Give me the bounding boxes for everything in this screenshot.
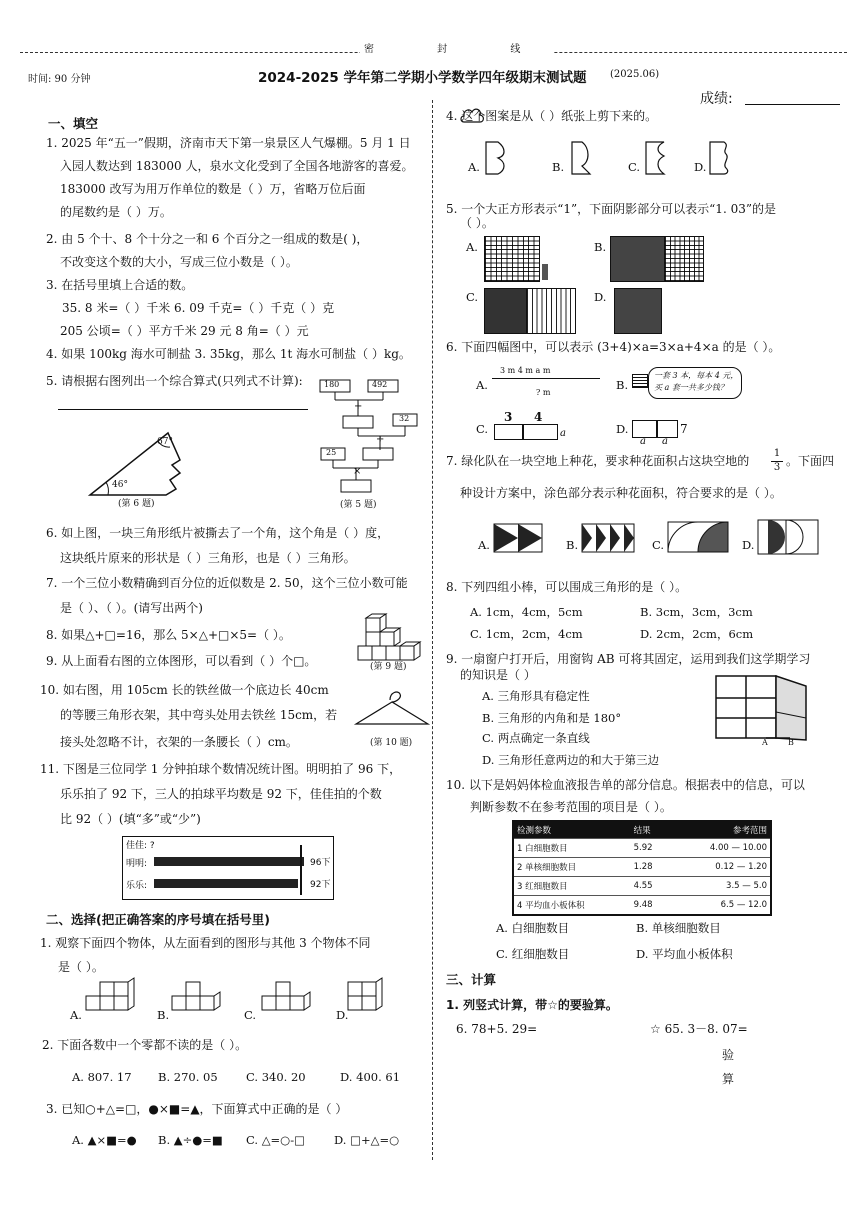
grid-extra-a: [542, 264, 548, 280]
r-q7-opt-d[interactable]: D.: [742, 538, 755, 552]
q11-line3: 比 92（ ）(填“多”或“少”): [60, 812, 201, 826]
fig5-op-plus: +: [354, 401, 363, 412]
bar-lele-label: 乐乐:: [126, 881, 148, 891]
r-q9-line1: 9. 一扇窗户打开后，用窗钩 AB 可将其固定，运用到我们这学期学习: [446, 652, 811, 666]
r-q4-opt-c[interactable]: C.: [628, 160, 641, 174]
q7-line2: 是（ ）、（ ）。(请写出两个): [60, 601, 203, 615]
table-cell: 3.5 — 5.0: [670, 877, 771, 896]
q5-answer-line[interactable]: [58, 409, 308, 410]
paper-shape-a: [484, 140, 508, 176]
r-q6-text: 6. 下面四幅图中，可以表示 (3+4)×a=3×a+4×a 的是（ ）。: [446, 340, 781, 354]
r-q6-opt-b[interactable]: B.: [616, 378, 629, 392]
table-cell: 3 红细胞数目: [513, 877, 631, 896]
r-q5-opt-d[interactable]: D.: [594, 290, 607, 304]
r-q10-line2: 判断参数不在参考范围的项目是（ ）。: [470, 800, 672, 814]
s2-q3-opt-b[interactable]: B. ▲÷●=■: [158, 1133, 223, 1147]
r-q4-opt-b[interactable]: B.: [552, 160, 565, 174]
r-q6-b-text1: 一套 3 本，每本 4 元，: [654, 371, 739, 380]
r-q6-d-a1: a: [640, 436, 646, 447]
r-q7-line1a: 7. 绿化队在一块空地上种花，要求种花面积占这块空地的: [446, 454, 750, 468]
s2-q1-line2: 是（ ）。: [58, 960, 104, 974]
r-q8-opt-a[interactable]: A. 1cm，4cm，5cm: [470, 605, 583, 619]
exam-time: 时间: 90 分钟: [28, 74, 91, 85]
calc-b: ☆ 65. 3－8. 07=: [650, 1022, 748, 1036]
verify-char-1: 验: [722, 1048, 735, 1062]
table-row: [513, 839, 771, 858]
r-q7-opt-a[interactable]: A.: [478, 538, 490, 552]
s2-q1-opt-b[interactable]: B.: [157, 1008, 170, 1022]
bar-lele: [154, 879, 298, 888]
r-q10-opt-c[interactable]: C. 红细胞数目: [496, 947, 570, 961]
fig10-label: (第 10 题): [370, 738, 413, 748]
window-label-b: B: [788, 738, 794, 747]
s2-q2-text: 2. 下面各数中一个零都不读的是（ ）。: [42, 1038, 248, 1052]
table-cell: 4.00 — 10.00: [670, 839, 771, 858]
r-q7-opt-c[interactable]: C.: [652, 538, 665, 552]
bar-mingming-label: 明明:: [126, 859, 148, 869]
grid-square-c: [484, 288, 528, 334]
r-q5-opt-c[interactable]: C.: [466, 290, 479, 304]
q6-line1: 6. 如上图，一块三角形纸片被撕去了一个角，这个角是（ ）度，: [46, 526, 390, 540]
q1-line3: 183000 改写为用万作单位的数是（ ）万，省略万位后面: [60, 182, 366, 196]
fig5-num-492: 492: [372, 380, 388, 389]
r-q7-opt-b[interactable]: B.: [566, 538, 579, 552]
fig6-angle-67: 67°: [157, 437, 173, 447]
r-q8-opt-d[interactable]: D. 2cm，2cm，6cm: [640, 627, 754, 641]
hanger-figure: [352, 688, 432, 728]
table-cell: 5.92: [631, 839, 670, 858]
q1-line2: 入园人数达到 183000 人，泉水文化受到了全国各地游客的喜爱。: [60, 159, 414, 173]
q10-line2: 的等腰三角形衣架，其中弯头处用去铁丝 15cm，若: [60, 708, 338, 722]
fig9-label: (第 9 题): [370, 662, 407, 672]
s2-q3-opt-a[interactable]: A. ▲×■=●: [72, 1133, 137, 1147]
cube-object-a: [86, 982, 146, 1022]
score-blank[interactable]: [745, 104, 840, 105]
design-a: [494, 524, 544, 554]
table-cell: 0.12 — 1.20: [670, 858, 771, 877]
r-q8-opt-b[interactable]: B. 3cm，3cm，3cm: [640, 605, 753, 619]
r-q5-opt-a[interactable]: A.: [466, 240, 478, 254]
table-cell: 2 单核细胞数目: [513, 858, 631, 877]
fig5-num-180: 180: [324, 380, 340, 389]
r-q10-opt-d[interactable]: D. 平均血小板体积: [636, 947, 733, 961]
window-label-a: A: [762, 738, 768, 747]
fig5-num-25: 25: [326, 448, 337, 457]
r-q9-opt-d[interactable]: D. 三角形任意两边的和大于第三边: [482, 753, 660, 767]
flowchart-figure: [318, 376, 428, 506]
r-q6-c-4: 4: [534, 410, 543, 424]
design-b: [582, 524, 636, 554]
s2-q1-line1: 1. 观察下面四个物体，从左面看到的图形与其他 3 个物体不同: [40, 936, 371, 950]
calc-instruction: 1. 列竖式计算，带☆的要验算。: [446, 998, 618, 1012]
grid-square-a: [484, 236, 540, 282]
r-q6-c-rect2: [522, 424, 558, 440]
table-header-param: 检测参数: [513, 821, 631, 839]
column-divider: [432, 100, 433, 1160]
r-q6-d-7: 7: [680, 422, 688, 436]
bar-mingming-value: 96下: [310, 858, 331, 868]
r-q5-line1: 5. 一个大正方形表示“1”，下面阴影部分可以表示“1. 03”的是: [446, 202, 776, 216]
r-q6-opt-a[interactable]: A.: [476, 378, 488, 392]
s2-q2-opt-b[interactable]: B. 270. 05: [158, 1070, 218, 1084]
fig6-angle-46: 46°: [112, 480, 128, 490]
q8-text: 8. 如果△+□=16，那么 5×△+□×5=（ ）。: [46, 628, 291, 642]
grid-square-c2: [526, 288, 576, 334]
table-cell: 9.48: [631, 896, 670, 916]
blood-report-table: [512, 820, 772, 916]
cloud-pattern-icon: [460, 106, 484, 126]
r-q10-opt-b[interactable]: B. 单核细胞数目: [636, 921, 721, 935]
r-q7-frac-den: 3: [773, 462, 781, 473]
paper-shape-c: [644, 140, 670, 176]
table-cell: 1.28: [631, 858, 670, 877]
grid-square-d: [614, 288, 662, 334]
design-c: [668, 522, 730, 554]
r-q9-line2: 的知识是（ ）: [460, 668, 536, 682]
s2-q2-opt-a[interactable]: A. 807. 17: [72, 1070, 132, 1084]
q3-line3: 205 公顷=（ ）平方千米 29 元 8 角=（ ）元: [60, 324, 309, 338]
r-q6-a-bottom: ? m: [536, 388, 551, 397]
exam-title: 2024-2025 学年第二学期小学数学四年级期末测试题: [258, 70, 587, 86]
cube-object-b: [172, 986, 232, 1026]
r-q9-opt-a[interactable]: A. 三角形具有稳定性: [482, 689, 590, 703]
r-q6-d-a2: a: [662, 436, 668, 447]
table-cell: 4 平均血小板体积: [513, 896, 631, 916]
r-q6-c-a: a: [560, 428, 566, 439]
r-q10-opt-a[interactable]: A. 白细胞数目: [496, 921, 570, 935]
grid-square-b2: [664, 236, 704, 282]
grid-square-b: [610, 236, 666, 282]
table-cell: 6.5 — 12.0: [670, 896, 771, 916]
r-q6-opt-c[interactable]: C.: [476, 422, 489, 436]
r-q6-a-top: 3 m 4 m a m: [500, 366, 551, 375]
fig5-num-32: 32: [399, 414, 410, 423]
q10-line3: 接头处忽略不计，衣架的一条腰长（ ）cm。: [60, 735, 298, 749]
q2-line1: 2. 由 5 个十、8 个十分之一和 6 个百分之一组成的数是( )，: [46, 232, 369, 246]
r-q9-opt-c[interactable]: C. 两点确定一条直线: [482, 731, 590, 745]
torn-triangle-figure: [90, 425, 200, 505]
table-header-range: 参考范围: [670, 821, 771, 839]
exam-date: (2025.06): [610, 69, 660, 80]
fig6-label: (第 6 题): [118, 499, 155, 509]
r-q9-opt-b[interactable]: B. 三角形的内角和是 180°: [482, 711, 622, 725]
r-q6-c-3: 3: [504, 410, 513, 424]
s2-q3-opt-c[interactable]: C. △=○-□: [246, 1133, 305, 1147]
q2-line2: 不改变这个数的大小，写成三位小数是（ ）。: [60, 255, 298, 269]
r-q6-a-line: [492, 378, 600, 379]
table-cell: 4.55: [631, 877, 670, 896]
q1-line4: 的尾数约是（ ）万。: [60, 205, 172, 219]
table-row: [513, 896, 771, 916]
r-q7-frac-num: 1: [773, 448, 781, 459]
section2-heading: 二、选择(把正确答案的序号填在括号里): [46, 912, 270, 927]
seal-line-label: 密 封 线: [360, 40, 554, 55]
q3-line1: 3. 在括号里填上合适的数。: [46, 278, 194, 292]
q10-line1: 10. 如右图，用 105cm 长的铁丝做一个底边长 40cm: [40, 683, 329, 697]
cube-object-c: [262, 982, 322, 1022]
s2-q1-opt-a[interactable]: A.: [70, 1008, 82, 1022]
q6-line2: 这块纸片原来的形状是（ ）三角形，也是（ ）三角形。: [60, 551, 356, 565]
design-d: [758, 520, 820, 556]
table-cell: 1 白细胞数目: [513, 839, 631, 858]
section3-heading: 三、计算: [446, 972, 497, 987]
q1-line1: 1. 2025 年“五一”假期，济南市天下第一泉景区人气爆棚。5 月 1 日: [46, 136, 411, 150]
r-q4-text: 4. 这个图案是从（ ）纸张上剪下来的。: [446, 109, 658, 123]
r-q5-line2: （ ）。: [460, 216, 494, 230]
r-q6-c-rect1: [494, 424, 524, 440]
paper-shape-d: [708, 140, 732, 176]
r-q8-opt-c[interactable]: C. 1cm，2cm，4cm: [470, 627, 583, 641]
paper-shape-b: [570, 140, 594, 176]
r-q7-line2: 种设计方案中，涂色部分表示种花面积，符合要求的是（ ）。: [460, 486, 782, 500]
s2-q1-opt-c[interactable]: C.: [244, 1008, 257, 1022]
score-label: 成绩:: [700, 91, 733, 107]
fig5-label: (第 5 题): [340, 500, 377, 510]
s2-q1-opt-d[interactable]: D.: [336, 1008, 349, 1022]
r-q8-text: 8. 下列四组小棒，可以围成三角形的是（ ）。: [446, 580, 688, 594]
fig5-op-divide: ÷: [376, 434, 385, 445]
r-q7-line1b: 。下面四: [786, 454, 835, 468]
table-row: [513, 877, 771, 896]
r-q6-opt-d[interactable]: D.: [616, 422, 629, 436]
bar-avg-line: [300, 845, 302, 895]
q11-line2: 乐乐拍了 92 下，三人的拍球平均数是 92 下，佳佳拍的个数: [60, 787, 382, 801]
r-q4-opt-d[interactable]: D.: [694, 160, 707, 174]
bar-mingming: [154, 857, 304, 866]
fig5-op-times: ×: [353, 466, 362, 477]
s2-q3-text: 3. 已知○+△=□，●×■=▲，下面算式中正确的是（ ）: [46, 1102, 348, 1116]
q11-line1: 11. 下图是三位同学 1 分钟拍球个数情况统计图。明明拍了 96 下，: [40, 762, 402, 776]
calc-a: 6. 78+5. 29=: [456, 1022, 538, 1036]
table-row: [513, 858, 771, 877]
bar-jiajia-label: 佳佳: ?: [126, 841, 155, 851]
verify-char-2: 算: [722, 1072, 735, 1086]
q4-text: 4. 如果 100kg 海水可制盐 3. 35kg，那么 1t 海水可制盐（ ）kg。: [46, 347, 411, 361]
r-q10-line1: 10. 以下是妈妈体检血液报告单的部分信息。根据表中的信息，可以: [446, 778, 805, 792]
s2-q2-opt-c[interactable]: C. 340. 20: [246, 1070, 306, 1084]
table-header-result: 结果: [631, 821, 670, 839]
section1-heading: 一、填空: [48, 116, 99, 131]
s2-q2-opt-d[interactable]: D. 400. 61: [340, 1070, 401, 1084]
r-q4-opt-a[interactable]: A.: [468, 160, 480, 174]
s2-q3-opt-d[interactable]: D. □+△=○: [334, 1133, 400, 1147]
book-stack-icon: [632, 374, 648, 388]
q3-line2: 35. 8 米=（ ）千米 6. 09 千克=（ ）千克（ ）克: [62, 301, 335, 315]
q7-line1: 7. 一个三位小数精确到百分位的近似数是 2. 50，这个三位小数可能: [46, 576, 408, 590]
q5-text: 5. 请根据右图列出一个综合算式(只列式不计算):: [46, 374, 303, 388]
cube-object-d: [348, 982, 408, 1022]
window-figure: [714, 670, 814, 742]
q9-text: 9. 从上面看右图的立体图形，可以看到（ ）个□。: [46, 654, 317, 668]
r-q6-b-text2: 买 a 套一共多少钱？: [654, 383, 728, 392]
bar-lele-value: 92下: [310, 880, 331, 890]
r-q5-opt-b[interactable]: B.: [594, 240, 607, 254]
